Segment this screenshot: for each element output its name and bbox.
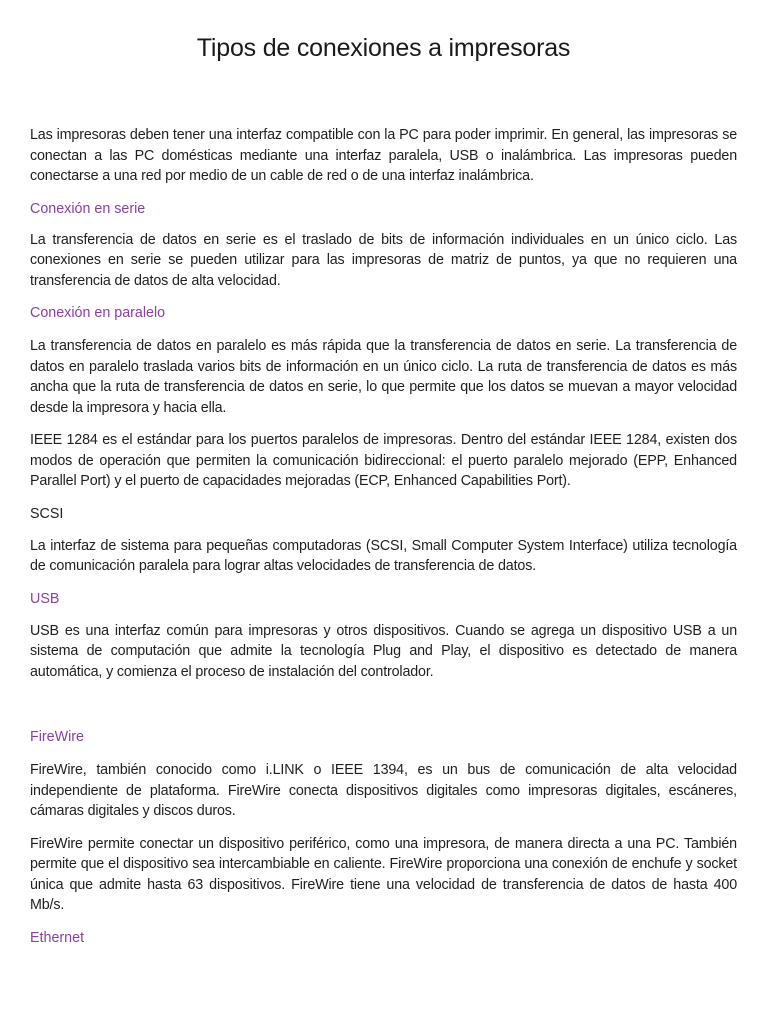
heading-firewire: FireWire — [30, 729, 85, 745]
paragraph-paralelo: La transferencia de datos en paralelo es más rápida que la transferencia de datos en serie. La transferencia de datos en paralelo traslada varios bits de información en un único ciclo. La ruta de transferencia de datos es más ancha que la ruta de transferencia de datos en serie, lo que permite que los datos se muevan a mayor velocidad desde la impresora y hacia ella. — [30, 338, 737, 416]
heading-usb: USB — [30, 590, 60, 607]
paragraph-scsi: La interfaz de sistema para pequeñas computadoras (SCSI, Small Computer System Interface) utiliza tecnología de comunicación paralela para lograr altas velocidades de transferencia de datos. — [30, 537, 737, 574]
paragraph-usb: USB es una interfaz común para impresoras y otros dispositivos. Cuando se agrega un dispositivo USB a un sistema de computación que admite la tecnología Plug and Play, el dispositivo es detectado de manera automática, y comienza el proceso de instalación del controlador. — [30, 622, 737, 680]
heading-conexion-paralelo: Conexión en paralelo — [30, 305, 166, 321]
intro-paragraph: Las impresoras deben tener una interfaz compatible con la PC para poder imprimir. En general, las impresoras se conectan a las PC domésticas mediante una interfaz paralela, USB o inalámbrica. Las impresoras pueden conectarse a una red por medio de un cable de red o de una interfaz inalámbrica. — [30, 127, 737, 184]
document-title: Tipos de conexiones a impresoras — [196, 34, 571, 62]
heading-scsi: SCSI — [30, 505, 64, 522]
heading-conexion-serie: Conexión en serie — [30, 200, 146, 217]
paragraph-firewire-1: FireWire, también conocido como i.LINK o IEEE 1394, es un bus de comunicación de alta velocidad independiente de plataforma. FireWire conecta dispositivos digitales como impresoras digitales, escáneres, cámaras digitales y discos duros. — [30, 762, 737, 819]
paragraph-ieee-1284: IEEE 1284 es el estándar para los puertos paralelos de impresoras. Dentro del estándar IEEE 1284, existen dos modos de operación que permiten la comunicación bidireccional: el puerto paralelo mejorado (EPP, Enhanced Parallel Port) y el puerto de capacidades mejoradas (ECP, Enhanced Capabilities Port). — [30, 432, 737, 489]
heading-ethernet: Ethernet — [30, 929, 85, 946]
paragraph-firewire-2: FireWire permite conectar un dispositivo periférico, como una impresora, de manera directa a una PC. También permite que el dispositivo sea intercambiable en caliente. FireWire proporciona una conexión de enchufe y socket única que admite hasta 63 dispositivos. FireWire tiene una velocidad de transferencia de datos de hasta 400 Mb/s. — [30, 835, 737, 913]
paragraph-serie: La transferencia de datos en serie es el traslado de bits de información individuales en un único ciclo. Las conexiones en serie se pueden utilizar para las impresoras de matriz de puntos, ya que no requieren una transferencia de datos de alta velocidad. — [30, 231, 737, 289]
